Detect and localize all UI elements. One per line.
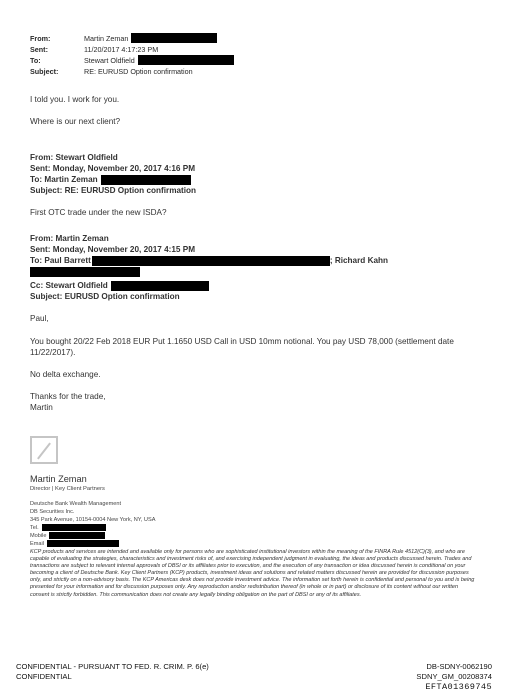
- to-label: To:: [30, 56, 41, 65]
- from-value: Martin Zeman: [84, 34, 129, 43]
- footer-left: [16, 662, 209, 682]
- message-line: Where is our next client?: [30, 117, 121, 126]
- salutation: Paul,: [30, 314, 49, 323]
- reply-from: From: Stewart Oldfield: [30, 153, 118, 162]
- forward-header: [30, 233, 388, 277]
- reply-sent: Sent: Monday, November 20, 2017 4:16 PM: [30, 164, 196, 173]
- email-label: Email: [30, 541, 44, 547]
- confidential-label: CONFIDENTIAL: [16, 672, 72, 681]
- forward-from: From: Martin Zeman: [30, 234, 109, 243]
- trade-details: You bought 20/22 Feb 2018 EUR Put 1.1650 USD Call in USD 10mm notional. You pay USD 78,000 (settlement date 11/22/2017).: [30, 337, 454, 357]
- reply-subject: Subject: RE: EURUSD Option confirmation: [30, 186, 197, 195]
- message-line: I told you. I work for you.: [30, 95, 120, 104]
- redaction: [138, 55, 234, 65]
- redaction: [49, 532, 105, 539]
- forward-to: To: Paul Barrett: [30, 256, 91, 265]
- to-value: Stewart Oldfield: [84, 56, 135, 65]
- reply-to: To: Martin Zeman: [30, 175, 98, 184]
- from-label: From:: [30, 34, 51, 43]
- email-header: [30, 33, 234, 77]
- forward-cc-block: [30, 280, 209, 302]
- signature-block: [30, 500, 155, 548]
- sent-value: 11/20/2017 4:17:23 PM: [84, 45, 159, 54]
- efta-number: EFTA01369745: [425, 682, 492, 692]
- bates-number: SDNY_GM_00208374: [416, 672, 492, 681]
- reply-header: [30, 152, 196, 196]
- redaction: [101, 175, 191, 185]
- signature-address: 345 Park Avenue, 10154-0004 New York, NY, USA: [30, 517, 156, 523]
- sent-label: Sent:: [30, 45, 48, 54]
- tel-label: Tel.: [30, 525, 39, 531]
- signature-name: Martin Zeman: [30, 474, 87, 484]
- redaction: [92, 256, 330, 266]
- forward-subject: Subject: EURUSD Option confirmation: [30, 292, 180, 301]
- deutsche-bank-logo-icon: [30, 436, 58, 464]
- forward-sent: Sent: Monday, November 20, 2017 4:15 PM: [30, 245, 196, 254]
- subject-label: Subject:: [30, 67, 59, 76]
- signature-org: Deutsche Bank Wealth Management: [30, 501, 122, 507]
- forward-cc: Cc: Stewart Oldfield: [30, 281, 108, 290]
- delta-note: No delta exchange.: [30, 370, 101, 379]
- redaction: [42, 524, 106, 531]
- subject-value: RE: EURUSD Option confirmation: [84, 67, 193, 76]
- redaction: [131, 33, 217, 43]
- reply-body: First OTC trade under the new ISDA?: [30, 208, 167, 217]
- forward-to-extra: ; Richard Kahn: [329, 256, 389, 265]
- disclaimer-text: KCP products and services are intended and available only for persons who are sophisticated institutional investors within the meaning of the FINRA Rule 4512(C)(3), and who are capable of evaluating the strategies, characteristics and investment risks of, and exercising independent judgment in evaluating, the ideas and products discussed herein. Trades and transactions are subject to relevant internal approvals of DBSI or its affiliates prior to execution, and the execution of any transaction or idea discussed herein is conditional on your becoming a client of Deutsche Bank. Key Client Partners (KCP) products, investment ideas and solutions and related matters discussed herein are provided for discussion purposes only, and strictly on a non-advisory basis. The KCP Americas desk does not provide investment advice. The information set forth herein is confidential and personal to you and is being presented for your information and for discussion purposes only. Any reproduction and/or redistribution thereof (in whole or in part) or disclosure of its content without our written consent is strictly forbidden. This communication does not create any legally binding obligation on the part of DBSI or any of its affiliates.: [30, 549, 475, 598]
- confidential-notice: CONFIDENTIAL - PURSUANT TO FED. R. CRIM. P. 6(e): [16, 662, 209, 671]
- closing-name: Martin: [30, 403, 53, 412]
- closing-line: Thanks for the trade,: [30, 392, 106, 401]
- signature-title: Director | Key Client Partners: [30, 486, 105, 492]
- footer-right: [416, 662, 492, 692]
- signature-org: DB Securities Inc.: [30, 509, 75, 515]
- redaction: [111, 281, 209, 291]
- mobile-label: Mobile: [30, 533, 47, 539]
- bates-number: DB-SDNY-0062190: [426, 662, 492, 671]
- redaction: [47, 540, 119, 547]
- redaction: [30, 267, 140, 277]
